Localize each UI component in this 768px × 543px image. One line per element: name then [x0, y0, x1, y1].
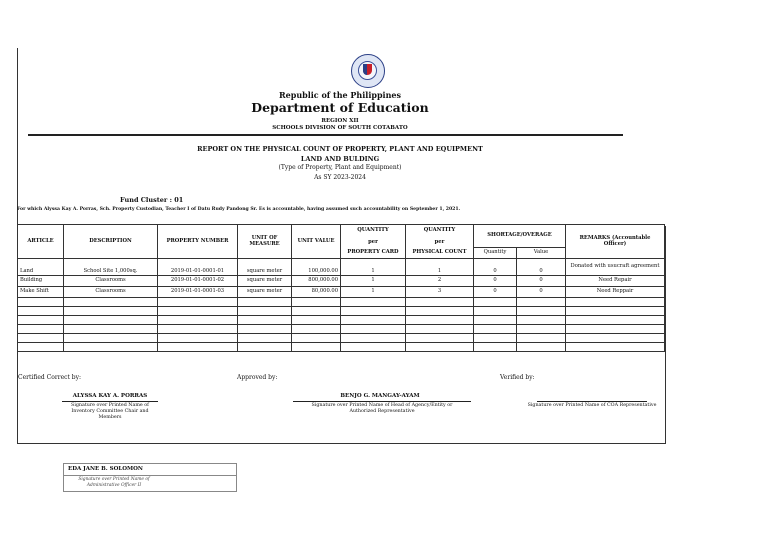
cell-article: Building [18, 276, 64, 287]
certified-caption: Signature over Printed Name of Inventory Committee Chair and Members [71, 403, 149, 420]
col-short-value: Value [517, 248, 566, 259]
cell-qty-card: 1 [341, 259, 406, 276]
cell-unit: square meter [238, 276, 292, 287]
admin-officer-name: EDA JANE B. SOLOMON [68, 466, 143, 472]
cell-description: Classrooms [64, 287, 158, 298]
cell-description: Classrooms [64, 276, 158, 287]
approved-caption: Signature over Printed Name of Head of Agency/Entity or Authorized Representative [311, 403, 453, 414]
empty-row [18, 316, 665, 325]
empty-row [18, 325, 665, 334]
cell-short-qty: 0 [474, 287, 517, 298]
cell-qty-card: 1 [341, 287, 406, 298]
division-label: SCHOOLS DIVISION OF SOUTH COTABATO [272, 125, 408, 131]
header-rule [28, 134, 623, 136]
cell-unit-value: 800,000.00 [292, 276, 341, 287]
approved-name: BENJO G. MANGAY-AYAM [340, 393, 420, 399]
cell-property-number: 2019-01-01-0001-03 [158, 287, 238, 298]
cell-description: School Site 1,000sq. [64, 259, 158, 276]
empty-row [18, 298, 665, 307]
cell-short-val: 0 [517, 287, 566, 298]
verified-caption: Signature over Printed Name of COA Representative [527, 403, 657, 408]
right-border [665, 226, 666, 444]
cell-remarks: Donated with usucraft agreement [566, 259, 665, 276]
report-as-of: As SY 2023-2024 [314, 174, 366, 181]
inventory-table [17, 224, 665, 352]
table-row [18, 259, 665, 276]
table-row [18, 287, 665, 298]
cell-short-qty: 0 [474, 276, 517, 287]
col-article: ARTICLE [18, 225, 64, 259]
cell-qty-card: 1 [341, 276, 406, 287]
cell-unit: square meter [238, 259, 292, 276]
col-remarks: REMARKS (Accountable Officer) [566, 225, 665, 259]
cell-unit: square meter [238, 287, 292, 298]
approved-label: Approved by: [237, 374, 278, 381]
report-category: LAND AND BULDING [300, 155, 380, 163]
cell-unit-value: 100,000.00 [292, 259, 341, 276]
fund-cluster: Fund Cluster : 01 [120, 196, 184, 204]
accountability-statement: For which Alyssa Kay A. Porras, Sch. Property Custodian, Teacher I of Datu Rudy Pandong Sr. Es is accountable, having assumed such accountability on September 1, 2021. [17, 207, 461, 212]
cell-short-val: 0 [517, 276, 566, 287]
department-title: Department of Education [251, 100, 429, 115]
certified-label: Certified Correct by: [18, 374, 82, 381]
cell-remarks: Need Reppair [566, 287, 665, 298]
col-qty-card-mid: per [341, 238, 406, 248]
cell-unit-value: 80,000.00 [292, 287, 341, 298]
admin-officer-box [63, 463, 237, 492]
col-short-quantity: Quantity [474, 248, 517, 259]
cell-qty-phys: 1 [406, 259, 474, 276]
col-qty-phys-bot: PHYSICAL COUNT [406, 248, 474, 259]
cell-property-number: 2019-01-01-0001-01 [158, 259, 238, 276]
empty-row [18, 343, 665, 352]
cell-qty-phys: 3 [406, 287, 474, 298]
col-property-number: PROPERTY NUMBER [158, 225, 238, 259]
report-type-note: (Type of Property, Plant and Equipment) [278, 164, 402, 171]
col-qty-phys-top: QUANTITY [406, 225, 474, 238]
table-row [18, 276, 665, 287]
empty-row [18, 307, 665, 316]
col-unit-of-measure: UNIT OF MEASURE [238, 225, 292, 259]
certified-name: ALYSSA KAY A. PORRAS [72, 393, 148, 399]
verified-signature-line [537, 401, 647, 402]
cell-remarks: Need Repair [566, 276, 665, 287]
cell-short-val: 0 [517, 259, 566, 276]
col-description: DESCRIPTION [64, 225, 158, 259]
col-shortage: SHORTAGE/OVERAGE [474, 225, 566, 248]
cell-article: Make Shift [18, 287, 64, 298]
deped-seal-icon [351, 54, 385, 88]
col-unit-value: UNIT VALUE [292, 225, 341, 259]
region-label: REGION XII [321, 118, 359, 124]
col-qty-phys-mid: per [406, 238, 474, 248]
cell-qty-phys: 2 [406, 276, 474, 287]
certified-signature-line [62, 401, 158, 402]
bottom-border [17, 443, 666, 444]
republic-label: Republic of the Philippines [278, 90, 401, 100]
report-title: REPORT ON THE PHYSICAL COUNT OF PROPERTY, PLANT AND EQUIPMENT [197, 145, 483, 153]
cell-property-number: 2019-01-01-0001-02 [158, 276, 238, 287]
cell-article: Land [18, 259, 64, 276]
verified-label: Verified by: [500, 374, 535, 381]
col-qty-card-top: QUANTITY [341, 225, 406, 238]
col-qty-card-bot: PROPERTY CARD [341, 248, 406, 259]
admin-officer-caption: Signature over Printed Name of Administrative Officer II [78, 477, 150, 488]
empty-row [18, 334, 665, 343]
cell-short-qty: 0 [474, 259, 517, 276]
approved-signature-line [293, 401, 471, 402]
